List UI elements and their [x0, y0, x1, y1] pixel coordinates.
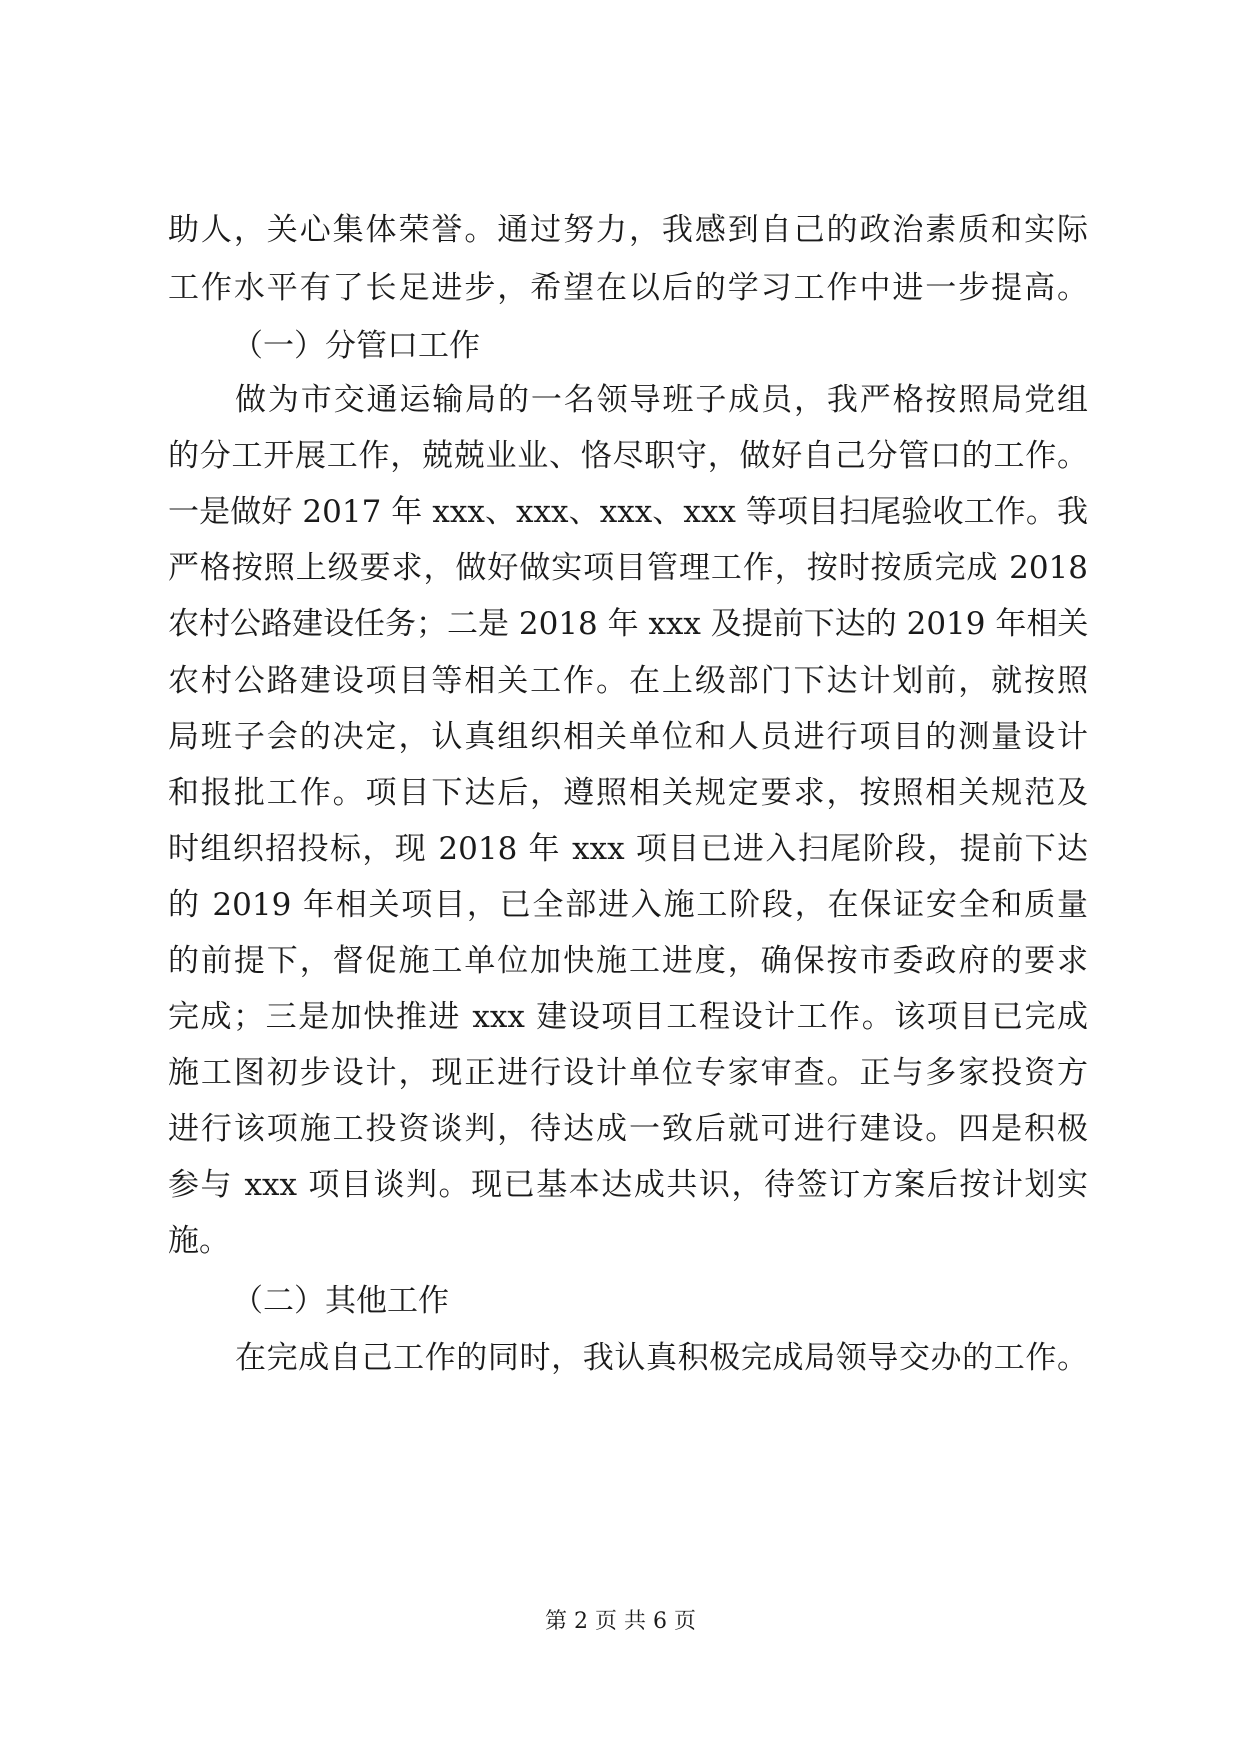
text-line-5: 的分工开展工作，兢兢业业、恪尽职守，做好自己分管口的工作。 [168, 438, 1088, 474]
text-line-19: 施。 [168, 1223, 230, 1259]
text-line-13: 的 2019 年相关项目，已全部进入施工阶段，在保证安全和质量 [168, 887, 1088, 923]
text-line-14: 的前提下，督促施工单位加快施工进度，确保按市委政府的要求 [168, 943, 1088, 979]
text-line-6: 一是做好 2017 年 xxx、xxx、xxx、xxx 等项目扫尾验收工作。我 [168, 494, 1088, 530]
text-line-11: 和报批工作。项目下达后，遵照相关规定要求，按照相关规范及 [168, 775, 1088, 811]
text-line-21: 在完成自己工作的同时，我认真积极完成局领导交办的工作。 [235, 1340, 1088, 1376]
text-line-10: 局班子会的决定，认真组织相关单位和人员进行项目的测量设计 [168, 719, 1088, 755]
text-line-15: 完成；三是加快推进 xxx 建设项目工程设计工作。该项目已完成 [168, 999, 1088, 1035]
page-footer: 第 2 页 共 6 页 [545, 1609, 696, 1634]
section-heading-1: （一）分管口工作 [232, 328, 480, 364]
text-line-18: 参与 xxx 项目谈判。现已基本达成共识，待签订方案后按计划实 [168, 1167, 1088, 1203]
text-line-16: 施工图初步设计，现正进行设计单位专家审查。正与多家投资方 [168, 1055, 1088, 1091]
text-line-7: 严格按照上级要求，做好做实项目管理工作，按时按质完成 2018 [168, 550, 1088, 586]
text-line-8: 农村公路建设任务；二是 2018 年 xxx 及提前下达的 2019 年相关 [168, 606, 1088, 642]
section-heading-2: （二）其他工作 [232, 1283, 449, 1319]
text-line-4: 做为市交通运输局的一名领导班子成员，我严格按照局党组 [235, 382, 1088, 418]
text-line-9: 农村公路建设项目等相关工作。在上级部门下达计划前，就按照 [168, 663, 1088, 699]
text-line-1: 助人，关心集体荣誉。通过努力，我感到自己的政治素质和实际 [168, 212, 1088, 248]
text-line-12: 时组织招投标，现 2018 年 xxx 项目已进入扫尾阶段，提前下达 [168, 831, 1088, 867]
text-line-2: 工作水平有了长足进步，希望在以后的学习工作中进一步提高。 [168, 270, 1088, 306]
text-line-17: 进行该项施工投资谈判，待达成一致后就可进行建设。四是积极 [168, 1111, 1088, 1147]
